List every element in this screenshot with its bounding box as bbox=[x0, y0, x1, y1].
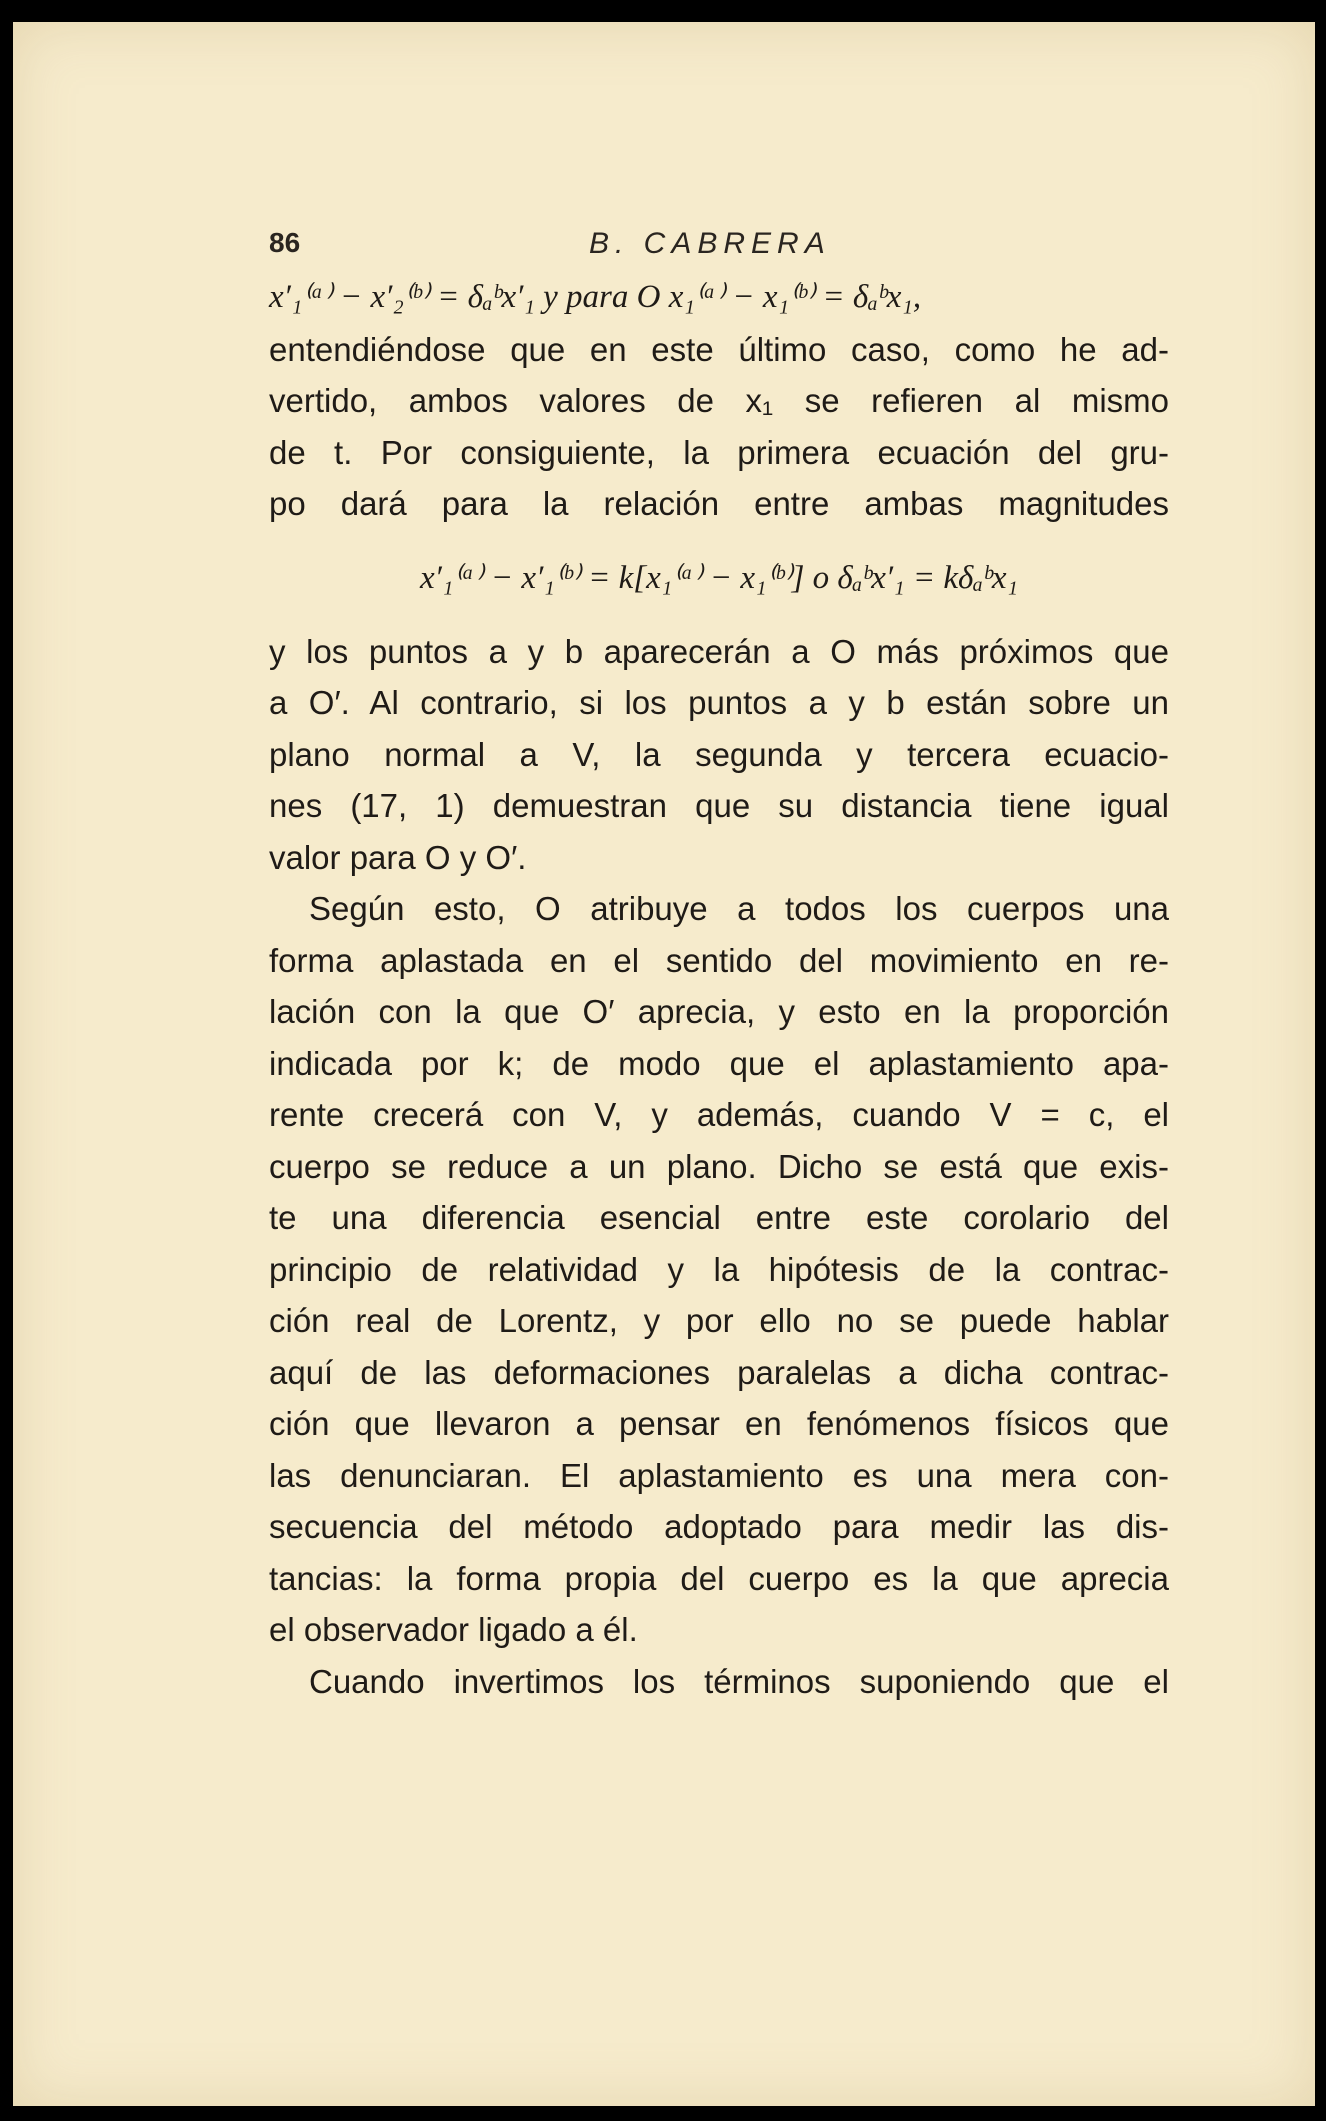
text-line: ción que llevaron a pensar en fenómenos físicos que bbox=[269, 1405, 1169, 1442]
text-line: secuencia del método adoptado para medir las dis- bbox=[269, 1508, 1169, 1545]
text-line: te una diferencia esencial entre este corolario del bbox=[269, 1199, 1169, 1236]
body-text bbox=[269, 272, 1169, 1707]
text-line: nes (17, 1) demuestran que su distancia tiene igual bbox=[269, 787, 1169, 824]
page-header bbox=[269, 227, 1169, 267]
running-head: B. CABRERA bbox=[589, 227, 831, 260]
text-line: principio de relatividad y la hipótesis de la contrac- bbox=[269, 1250, 1169, 1288]
book-page bbox=[13, 22, 1315, 2106]
text-line: forma aplastada en el sentido del movimiento en re- bbox=[269, 941, 1169, 979]
text-line: lación con la que O′ aprecia, y esto en la proporción bbox=[269, 993, 1169, 1030]
text-line: entendiéndose que en este último caso, como he ad- bbox=[269, 330, 1169, 368]
text-line: Según esto, O atribuye a todos los cuerpos una bbox=[309, 890, 1169, 927]
text-line: Cuando invertimos los términos suponiendo que el bbox=[309, 1662, 1169, 1700]
text-line: rente crecerá con V, y además, cuando V = c, el bbox=[269, 1096, 1169, 1133]
text-line: a O′. Al contrario, si los puntos a y b están sobre un bbox=[269, 684, 1169, 721]
text-line: vertido, ambos valores de x₁ se refieren al mismo bbox=[269, 382, 1169, 419]
paragraph-4 bbox=[269, 1656, 1169, 1708]
text-line: valor para O y O′. bbox=[269, 838, 527, 876]
equation-center: x′₁⁽ᵃ⁾ − x′₁⁽ᵇ⁾ = k[x₁⁽ᵃ⁾ − x₁⁽ᵇ⁾] o δₐᵇx′₁ = kδₐᵇx₁ bbox=[419, 559, 1019, 596]
text-line: indicada por k; de modo que el aplastamiento apa- bbox=[269, 1044, 1169, 1082]
text-line: las denunciaran. El aplastamiento es una mera con- bbox=[269, 1456, 1169, 1494]
text-line: cuerpo se reduce a un plano. Dicho se está que exis- bbox=[269, 1147, 1169, 1185]
text-line: po dará para la relación entre ambas magnitudes bbox=[269, 485, 1169, 522]
text-line: ción real de Lorentz, y por ello no se puede hablar bbox=[269, 1302, 1169, 1339]
text-line: el observador ligado a él. bbox=[269, 1611, 638, 1648]
text-line: aquí de las deformaciones paralelas a dicha contrac- bbox=[269, 1353, 1169, 1391]
paragraph-1 bbox=[269, 324, 1169, 530]
text-line: de t. Por consiguiente, la primera ecuación del gru- bbox=[269, 433, 1169, 471]
text-line: tancias: la forma propia del cuerpo es la que aprecia bbox=[269, 1559, 1169, 1597]
text-line: y los puntos a y b aparecerán a O más próximos que bbox=[269, 632, 1169, 670]
paragraph-2 bbox=[269, 626, 1169, 884]
paragraph-3 bbox=[269, 883, 1169, 1656]
equation-top: x′₁⁽ᵃ⁾ − x′₂⁽ᵇ⁾ = δₐᵇx′₁ y para O x₁⁽ᵃ⁾ − x₁⁽ᵇ⁾ = δₐᵇx₁, bbox=[269, 279, 922, 315]
text-line: plano normal a V, la segunda y tercera ecuacio- bbox=[269, 735, 1169, 773]
page-number: 86 bbox=[269, 227, 301, 258]
